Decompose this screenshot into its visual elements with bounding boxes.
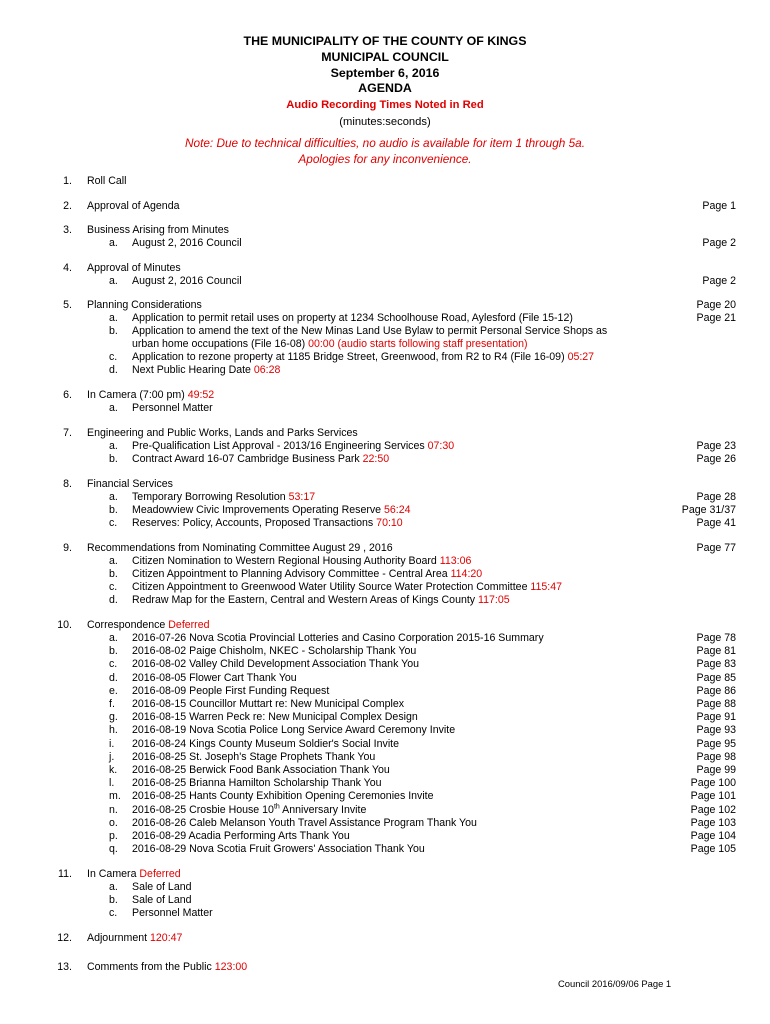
item-title: In Camera (7:00 pm) bbox=[87, 389, 188, 401]
sub-item-text: Temporary Borrowing Resolution bbox=[132, 491, 289, 503]
correspondence-letter: q. bbox=[109, 843, 118, 856]
sub-item-row bbox=[132, 581, 562, 594]
correspondence-text: 2016-07-26 Nova Scotia Provincial Lotteries and Casino Corporation 2015-16 Summary bbox=[132, 632, 544, 644]
sub-item-text: Sale of Land bbox=[132, 881, 192, 893]
page-ref: Page 28 bbox=[696, 491, 736, 503]
correspondence-item bbox=[132, 632, 544, 645]
sub-item-text: Next Public Hearing Date bbox=[132, 364, 254, 376]
page-ref: Page 2 bbox=[702, 275, 736, 287]
correspondence-letter: o. bbox=[109, 816, 118, 829]
municipality-title: THE MUNICIPALITY OF THE COUNTY OF KINGS bbox=[243, 34, 527, 48]
page-ref: Page 1 bbox=[702, 200, 736, 212]
technical-note bbox=[0, 135, 770, 167]
page-ref: Page 95 bbox=[696, 737, 736, 750]
deferred-status: Deferred bbox=[168, 619, 210, 631]
sub-item-row bbox=[132, 517, 403, 530]
item-number: 1. bbox=[63, 175, 72, 187]
sub-letter: c. bbox=[109, 517, 118, 529]
audio-time: 05:27 bbox=[567, 351, 595, 363]
correspondence-letter: h. bbox=[109, 724, 118, 737]
ordinal-suffix: th bbox=[273, 803, 280, 811]
page-ref: Page 98 bbox=[696, 750, 736, 763]
page-ref: Page 85 bbox=[696, 671, 736, 684]
page-ref: Page 102 bbox=[690, 803, 736, 816]
correspondence-letter: g. bbox=[109, 711, 118, 724]
correspondence-item bbox=[132, 830, 350, 843]
sub-item-row bbox=[132, 491, 315, 504]
sub-item-text-2: urban home occupations (File 16-08) bbox=[132, 338, 309, 350]
audio-time: 114:20 bbox=[450, 568, 483, 580]
correspondence-letter: n. bbox=[109, 803, 118, 816]
correspondence-text: 2016-08-05 Flower Cart Thank You bbox=[132, 671, 297, 684]
item-title-row bbox=[87, 868, 181, 881]
sub-letter: c. bbox=[109, 351, 118, 363]
correspondence-item bbox=[132, 672, 297, 685]
correspondence-letter: m. bbox=[109, 790, 121, 803]
sub-item-row bbox=[132, 594, 510, 607]
correspondence-text: 2016-08-19 Nova Scotia Police Long Service Award Ceremony Invite bbox=[132, 724, 456, 737]
audio-time: 22:50 bbox=[362, 453, 390, 465]
audio-time: 115:47 bbox=[530, 581, 563, 593]
sub-item-text: Application to permit retail uses on property at 1234 Schoolhouse Road, Aylesford (File 15-12) bbox=[132, 312, 573, 324]
page-ref: Page 99 bbox=[696, 764, 736, 776]
correspondence-text: 2016-08-24 Kings County Museum Soldier's Social Invite bbox=[132, 737, 400, 750]
correspondence-letter: a. bbox=[109, 632, 118, 644]
sub-letter: a. bbox=[109, 275, 118, 287]
sub-item-row bbox=[132, 364, 280, 377]
sub-letter: b. bbox=[109, 894, 118, 906]
correspondence-text: 2016-08-25 St. Joseph's Stage Prophets Thank You bbox=[132, 750, 376, 763]
page-ref: Page 26 bbox=[696, 453, 736, 465]
correspondence-letter: f. bbox=[109, 698, 115, 710]
correspondence-item bbox=[132, 738, 399, 751]
deferred-status: Deferred bbox=[139, 868, 181, 880]
correspondence-letter: b. bbox=[109, 645, 118, 658]
sub-item-text: Citizen Appointment to Planning Advisory Committee - Central Area bbox=[132, 568, 451, 580]
sub-item-text-cont bbox=[132, 338, 528, 351]
sub-item-text: Personnel Matter bbox=[132, 402, 213, 414]
sub-item-text: Personnel Matter bbox=[132, 907, 213, 919]
sub-item-text: Sale of Land bbox=[132, 894, 192, 906]
correspondence-letter: l. bbox=[109, 777, 115, 790]
sub-item-row bbox=[132, 453, 389, 466]
sub-letter: a. bbox=[109, 881, 118, 893]
page-ref: Page 23 bbox=[696, 440, 736, 452]
audio-time: 00:00 (audio starts following staff presentation) bbox=[308, 338, 528, 350]
sub-item-row bbox=[132, 351, 594, 364]
page-ref: Page 86 bbox=[696, 684, 736, 697]
sub-letter: b. bbox=[109, 568, 118, 580]
correspondence-letter: e. bbox=[109, 684, 118, 697]
page-ref: Page 81 bbox=[696, 645, 736, 658]
page-ref: Page 88 bbox=[696, 698, 736, 710]
audio-time: 56:24 bbox=[384, 504, 411, 516]
council-title: MUNICIPAL COUNCIL bbox=[321, 49, 449, 64]
page-ref: Page 20 bbox=[696, 299, 736, 311]
correspondence-text: 2016-08-09 People First Funding Request bbox=[132, 684, 330, 697]
sub-item-row bbox=[132, 555, 471, 568]
sub-letter: b. bbox=[109, 504, 118, 516]
sub-letter: a. bbox=[109, 555, 118, 567]
item-title: Planning Considerations bbox=[87, 299, 202, 311]
item-title-row bbox=[87, 389, 214, 402]
page-ref: Page 101 bbox=[690, 790, 736, 803]
sub-item-text: Redraw Map for the Eastern, Central and Western Areas of Kings County bbox=[132, 594, 479, 606]
correspondence-item bbox=[132, 790, 434, 803]
audio-time: 123:00 bbox=[214, 961, 248, 973]
sub-item-text: Citizen Appointment to Greenwood Water Utility Source Water Protection Committee bbox=[132, 581, 531, 593]
correspondence-item bbox=[132, 658, 419, 671]
correspondence-item bbox=[132, 724, 455, 737]
item-title-row bbox=[87, 961, 247, 974]
correspondence-text: 2016-08-15 Councillor Muttart re: New Municipal Complex bbox=[132, 698, 405, 710]
sub-letter: c. bbox=[109, 907, 118, 919]
page-ref: Page 100 bbox=[690, 777, 736, 790]
correspondence-text: 2016-08-25 Berwick Food Bank Association Thank You bbox=[132, 764, 390, 776]
audio-time: 113:06 bbox=[439, 555, 472, 567]
correspondence-item bbox=[132, 843, 425, 856]
page-ref: Page 91 bbox=[696, 711, 736, 724]
sub-item-text: Citizen Nomination to Western Regional Housing Authority Board bbox=[132, 555, 440, 567]
page-ref: Page 21 bbox=[696, 312, 736, 324]
sub-letter: a. bbox=[109, 491, 118, 503]
page-ref: Page 31/37 bbox=[681, 504, 736, 516]
audio-time: 06:28 bbox=[253, 364, 281, 376]
item-title: In Camera bbox=[87, 868, 140, 880]
item-title: Engineering and Public Works, Lands and Parks Services bbox=[87, 427, 358, 439]
sub-letter: a. bbox=[109, 402, 118, 414]
page-ref: Page 93 bbox=[696, 724, 736, 737]
time-units: (minutes:seconds) bbox=[339, 116, 431, 129]
correspondence-letter: d. bbox=[109, 671, 118, 684]
sub-letter: d. bbox=[109, 594, 118, 606]
correspondence-letter: i. bbox=[109, 737, 115, 750]
item-number: 13. bbox=[57, 961, 72, 973]
correspondence-text: 2016-08-15 Warren Peck re: New Municipal Complex Design bbox=[132, 711, 418, 724]
agenda-title: AGENDA bbox=[358, 81, 412, 96]
sub-letter: a. bbox=[109, 312, 118, 324]
sub-item-text: August 2, 2016 Council bbox=[132, 237, 242, 249]
correspondence-text: 2016-08-02 Valley Child Development Association Thank You bbox=[132, 658, 420, 671]
page-footer: Council 2016/09/06 Page 1 bbox=[558, 978, 672, 989]
sub-item-text: August 2, 2016 Council bbox=[132, 275, 242, 287]
correspondence-item bbox=[132, 698, 404, 711]
item-title: Approval of Agenda bbox=[87, 200, 180, 212]
item-number: 11. bbox=[58, 868, 72, 880]
page-ref: Page 83 bbox=[696, 658, 736, 671]
sub-item-text: Application to rezone property at 1185 Bridge Street, Greenwood, from R2 to R4 (File 16-09) bbox=[132, 351, 568, 363]
item-title-row bbox=[87, 619, 210, 632]
sub-item-text: Reserves: Policy, Accounts, Proposed Transactions bbox=[132, 517, 377, 529]
correspondence-item bbox=[132, 764, 390, 777]
audio-note: Audio Recording Times Noted in Red bbox=[286, 99, 484, 112]
correspondence-letter: p. bbox=[109, 830, 118, 842]
correspondence-text: 2016-08-25 Crosbie House 10 bbox=[132, 803, 274, 816]
sub-letter: a. bbox=[109, 237, 118, 249]
sub-item-text: Pre-Qualification List Approval - 2013/16 Engineering Services bbox=[132, 440, 428, 452]
item-number: 3. bbox=[63, 224, 72, 236]
correspondence-letter: j. bbox=[109, 750, 115, 763]
correspondence-letter: k. bbox=[109, 764, 118, 776]
correspondence-item bbox=[132, 711, 418, 724]
correspondence-item bbox=[132, 685, 329, 698]
sub-item-text: Application to amend the text of the New Minas Land Use Bylaw to permit Personal Service Shops as bbox=[132, 325, 608, 337]
correspondence-item bbox=[132, 804, 366, 817]
correspondence-item bbox=[132, 817, 477, 830]
item-title: Roll Call bbox=[87, 175, 127, 187]
correspondence-text: 2016-08-26 Caleb Melanson Youth Travel Assistance Program Thank You bbox=[132, 816, 477, 829]
item-title: Adjournment bbox=[87, 932, 151, 944]
audio-time: 53:17 bbox=[288, 491, 316, 503]
sub-item-text: Contract Award 16-07 Cambridge Business Park bbox=[132, 453, 363, 465]
item-number: 4. bbox=[63, 262, 72, 274]
correspondence-item bbox=[132, 777, 382, 790]
item-title-row bbox=[87, 932, 182, 945]
item-title: Recommendations from Nominating Committee August 29 , 2016 bbox=[87, 542, 393, 554]
item-number: 9. bbox=[63, 542, 72, 554]
correspondence-text: 2016-08-29 Nova Scotia Fruit Growers' Association Thank You bbox=[132, 843, 425, 856]
audio-time: 117:05 bbox=[478, 594, 510, 606]
item-title: Correspondence bbox=[87, 619, 169, 631]
correspondence-text: 2016-08-02 Paige Chisholm, NKEC - Scholarship Thank You bbox=[132, 645, 417, 658]
item-title: Approval of Minutes bbox=[87, 262, 181, 274]
item-number: 6. bbox=[63, 389, 72, 401]
sub-letter: b. bbox=[109, 453, 118, 465]
technical-note-line2: Apologies for any inconvenience. bbox=[298, 152, 472, 167]
sub-item-row bbox=[132, 440, 454, 453]
page-ref: Page 2 bbox=[702, 237, 736, 249]
item-number: 5. bbox=[63, 299, 72, 311]
correspondence-text: 2016-08-25 Brianna Hamilton Scholarship Thank You bbox=[132, 777, 382, 790]
sub-item-text: Meadowview Civic Improvements Operating Reserve bbox=[132, 504, 384, 516]
item-title: Business Arising from Minutes bbox=[87, 224, 229, 236]
item-number: 2. bbox=[63, 200, 72, 212]
correspondence-letter: c. bbox=[109, 658, 118, 671]
item-title: Financial Services bbox=[87, 478, 173, 490]
page-ref: Page 103 bbox=[690, 816, 736, 829]
item-number: 12. bbox=[57, 932, 72, 944]
page-ref: Page 77 bbox=[696, 542, 736, 554]
correspondence-text: 2016-08-25 Hants County Exhibition Opening Ceremonies Invite bbox=[132, 790, 434, 803]
sub-letter: d. bbox=[109, 364, 118, 376]
audio-time: 49:52 bbox=[187, 389, 215, 401]
correspondence-text: 2016-08-29 Acadia Performing Arts Thank You bbox=[132, 830, 350, 842]
correspondence-text-cont: Anniversary Invite bbox=[279, 803, 367, 816]
item-number: 8. bbox=[63, 478, 72, 490]
item-title: Comments from the Public bbox=[87, 961, 215, 973]
meeting-date: September 6, 2016 bbox=[330, 65, 440, 80]
audio-time: 70:10 bbox=[376, 517, 403, 529]
technical-note-line1: Note: Due to technical difficulties, no audio is available for item 1 through 5a. bbox=[184, 136, 585, 151]
page-ref: Page 41 bbox=[696, 517, 736, 529]
sub-item-row bbox=[132, 568, 482, 581]
audio-time: 07:30 bbox=[427, 440, 455, 452]
item-number: 7. bbox=[63, 427, 72, 439]
sub-letter: a. bbox=[109, 440, 118, 452]
item-number: 10. bbox=[57, 619, 72, 631]
sub-letter: c. bbox=[109, 581, 118, 593]
sub-letter: b. bbox=[109, 325, 118, 337]
correspondence-item bbox=[132, 751, 375, 764]
correspondence-item bbox=[132, 645, 416, 658]
page-ref: Page 105 bbox=[690, 843, 736, 856]
agenda-header bbox=[0, 34, 770, 167]
audio-time: 120:47 bbox=[150, 932, 183, 944]
sub-item-row bbox=[132, 504, 411, 517]
page-ref: Page 104 bbox=[690, 830, 736, 842]
page-ref: Page 78 bbox=[696, 632, 736, 644]
